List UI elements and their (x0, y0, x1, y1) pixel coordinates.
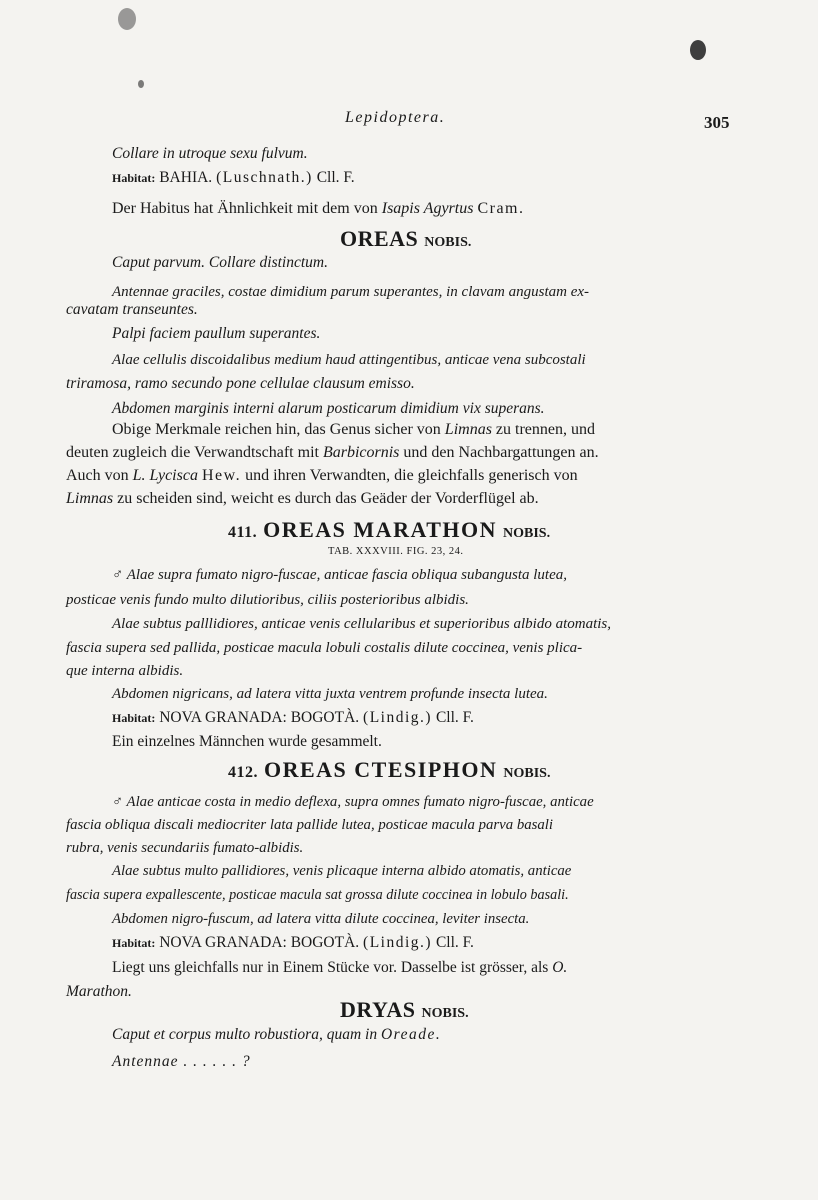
heading-text: OREAS MARATHON (263, 517, 498, 542)
genus-name: Barbicornis (322, 444, 400, 461)
habitat-collector: (Luschnath.) (216, 169, 313, 186)
author-name: Hew. (201, 467, 242, 484)
species-number: 411. (228, 524, 258, 541)
genus-name: Oreade. (380, 1026, 442, 1043)
stain-spot (118, 8, 136, 30)
text-line (66, 443, 599, 463)
text-line: Ein einzelnes Männchen wurde gesammelt. (112, 733, 382, 750)
text-line: Alae cellulis discoidalibus medium haud attingentibus, anticae vena subcostali (112, 352, 586, 368)
heading-text: DRYAS (340, 997, 416, 1022)
text-line: Abdomen nigricans, ad latera vitta juxta ventrem profunde insecta lutea. (112, 686, 548, 702)
habitat-text: NOVA GRANADA: BOGOTÀ. (159, 934, 360, 951)
text-line: cavatam transeuntes. (66, 301, 198, 318)
genus-heading (340, 226, 472, 253)
text-line (112, 1025, 441, 1045)
text-line: posticae venis fundo multo dilutioribus, ciliis posterioribus albidis. (66, 592, 469, 608)
text-line: Alae subtus palllidiores, anticae venis cellularibus et superioribus albido atomatis, (112, 616, 611, 632)
text-line (112, 420, 595, 440)
genus-name: Limnas (444, 421, 492, 438)
genus-name: Limnas (66, 490, 114, 507)
text-span: Caput et corpus multo robustiora, quam in (112, 1026, 378, 1043)
habitat-line (112, 933, 474, 953)
text-span: deuten zugleich die Verwandtschaft mit (66, 444, 319, 461)
text-line: Marathon. (66, 983, 132, 1000)
habitat-text: NOVA GRANADA: BOGOTÀ. (159, 709, 360, 726)
text-line: Abdomen nigro-fuscum, ad latera vitta dilute coccinea, leviter insecta. (112, 911, 530, 927)
author-name: Cram. (477, 200, 525, 217)
species-abbrev: O. (552, 959, 568, 976)
nobis-label: NOBIS. (503, 526, 551, 541)
text-line: Alae subtus multo pallidiores, venis plicaque interna albido atomatis, anticae (112, 863, 572, 879)
habitat-label: Habitat: (112, 711, 156, 725)
habitat-label: Habitat: (112, 936, 156, 950)
text-line: rubra, venis secundariis fumato-albidis. (66, 840, 304, 856)
text-line: Palpi faciem paullum superantes. (112, 325, 321, 342)
text-line: que interna albidis. (66, 663, 184, 679)
text-span: zu trennen, und (495, 421, 595, 438)
habitat-coll: Cll. F. (435, 934, 474, 951)
nobis-label: NOBIS. (503, 766, 551, 781)
text-line: Collare in utroque sexu fulvum. (112, 145, 308, 162)
text-line: fascia obliqua discali mediocriter lata pallide lutea, posticae macula parva basali (66, 817, 554, 833)
species-name: Isapis Agyrtus (381, 200, 474, 217)
habitat-line (112, 708, 474, 728)
heading-text: OREAS CTESIPHON (264, 757, 498, 782)
text-line: ♂ Alae supra fumato nigro-fuscae, anticae fascia obliqua subangusta lutea, (112, 567, 567, 583)
heading-text: OREAS (340, 226, 419, 251)
text-span: zu scheiden sind, weicht es durch das Geäder der Vorderflügel ab. (117, 490, 539, 507)
text-span: und den Nachbargattungen an. (403, 444, 599, 461)
species-heading (228, 757, 551, 784)
stain-spot (138, 80, 144, 88)
habitat-collector: (Lindig.) (363, 934, 433, 951)
text-line: Antennae graciles, costae dimidium parum superantes, in clavam angustam ex- (112, 284, 590, 300)
page-number: 305 (704, 113, 730, 132)
species-number: 412. (228, 764, 258, 781)
text-span: Liegt uns gleichfalls nur in Einem Stücke vor. Dasselbe ist grösser, als (112, 959, 549, 976)
running-title: Lepidoptera. (345, 109, 446, 126)
genus-heading (340, 997, 469, 1024)
nobis-label: NOBIS. (424, 235, 472, 250)
text-line: Antennae . . . . . . ? (112, 1053, 251, 1070)
text-span: und ihren Verwandten, die gleichfalls generisch von (245, 467, 578, 484)
species-heading (228, 517, 551, 544)
habitat-line (112, 168, 355, 188)
text-span: Auch von (66, 467, 129, 484)
text-line: triramosa, ramo secundo pone cellulae clausum emisso. (66, 375, 415, 392)
habitat-coll: Cll. F. (435, 709, 474, 726)
text-line: fascia supera expallescente, posticae macula sat grossa dilute coccinea in lobulo basali. (66, 887, 569, 903)
stain-spot (690, 40, 706, 60)
species-name: L. Lycisca (132, 467, 198, 484)
text-line: fascia supera sed pallida, posticae macula lobuli costalis dilute coccinea, venis plica- (66, 640, 583, 656)
text-line: Abdomen marginis interni alarum posticarum dimidium vix superans. (112, 400, 545, 417)
text-line (66, 489, 539, 509)
text-line (112, 958, 567, 978)
text-line (66, 466, 578, 486)
text-line: ♂ Alae anticae costa in medio deflexa, supra omnes fumato nigro-fuscae, anticae (112, 794, 594, 810)
plate-reference: TAB. XXXVIII. FIG. 23, 24. (328, 546, 464, 557)
text-line (112, 199, 525, 219)
habitat-coll: Cll. F. (316, 169, 355, 186)
habitat-text: BAHIA. (159, 169, 213, 186)
text-span: Obige Merkmale reichen hin, das Genus sicher von (112, 421, 441, 438)
habitat-label: Habitat: (112, 171, 156, 185)
text-line: Caput parvum. Collare distinctum. (112, 254, 328, 271)
nobis-label: NOBIS. (421, 1006, 469, 1021)
text-span: Der Habitus hat Ähnlichkeit mit dem von (112, 200, 378, 217)
habitat-collector: (Lindig.) (363, 709, 433, 726)
